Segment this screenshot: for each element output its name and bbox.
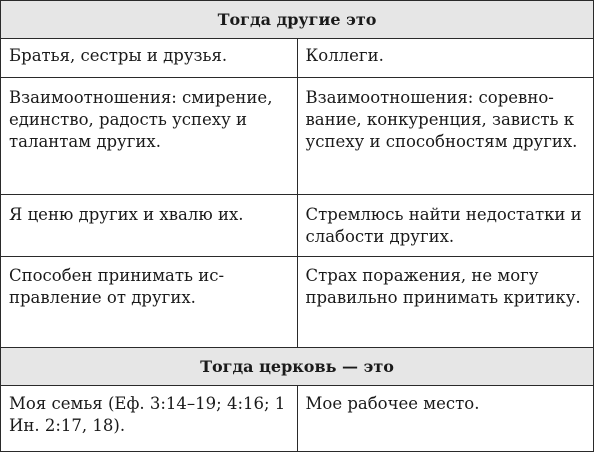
table-row [1,78,594,195]
cell-left: Я ценю других и хвалю их. [1,195,298,257]
table-row [1,195,594,257]
section-header-row [1,1,594,39]
section-header-others: Тогда другие это [1,1,594,39]
cell-right: Страх поражения, не могу правильно принимать критику. [297,257,594,348]
cell-right: Коллеги. [297,39,594,78]
cell-right: Стремлюсь найти недостатки и слабости других. [297,195,594,257]
table-row [1,39,594,78]
cell-left: Братья, сестры и друзья. [1,39,298,78]
section-header-church: Тогда церковь — это [1,348,594,386]
cell-left: Взаимоотношения: смирение, единство, радость успеху и талантам других. [1,78,298,195]
cell-right: Мое рабочее место. [297,386,594,452]
section-header-row [1,348,594,386]
table-row [1,257,594,348]
table-row [1,386,594,452]
cell-left: Способен принимать исправление от других. [1,257,298,348]
cell-left: Моя семья (Еф. 3:14–19; 4:16; 1 Ин. 2:17, 18). [1,386,298,452]
cell-right: Взаимоотношения: соревнование, конкуренция, зависть к успеху и способностям других. [297,78,594,195]
